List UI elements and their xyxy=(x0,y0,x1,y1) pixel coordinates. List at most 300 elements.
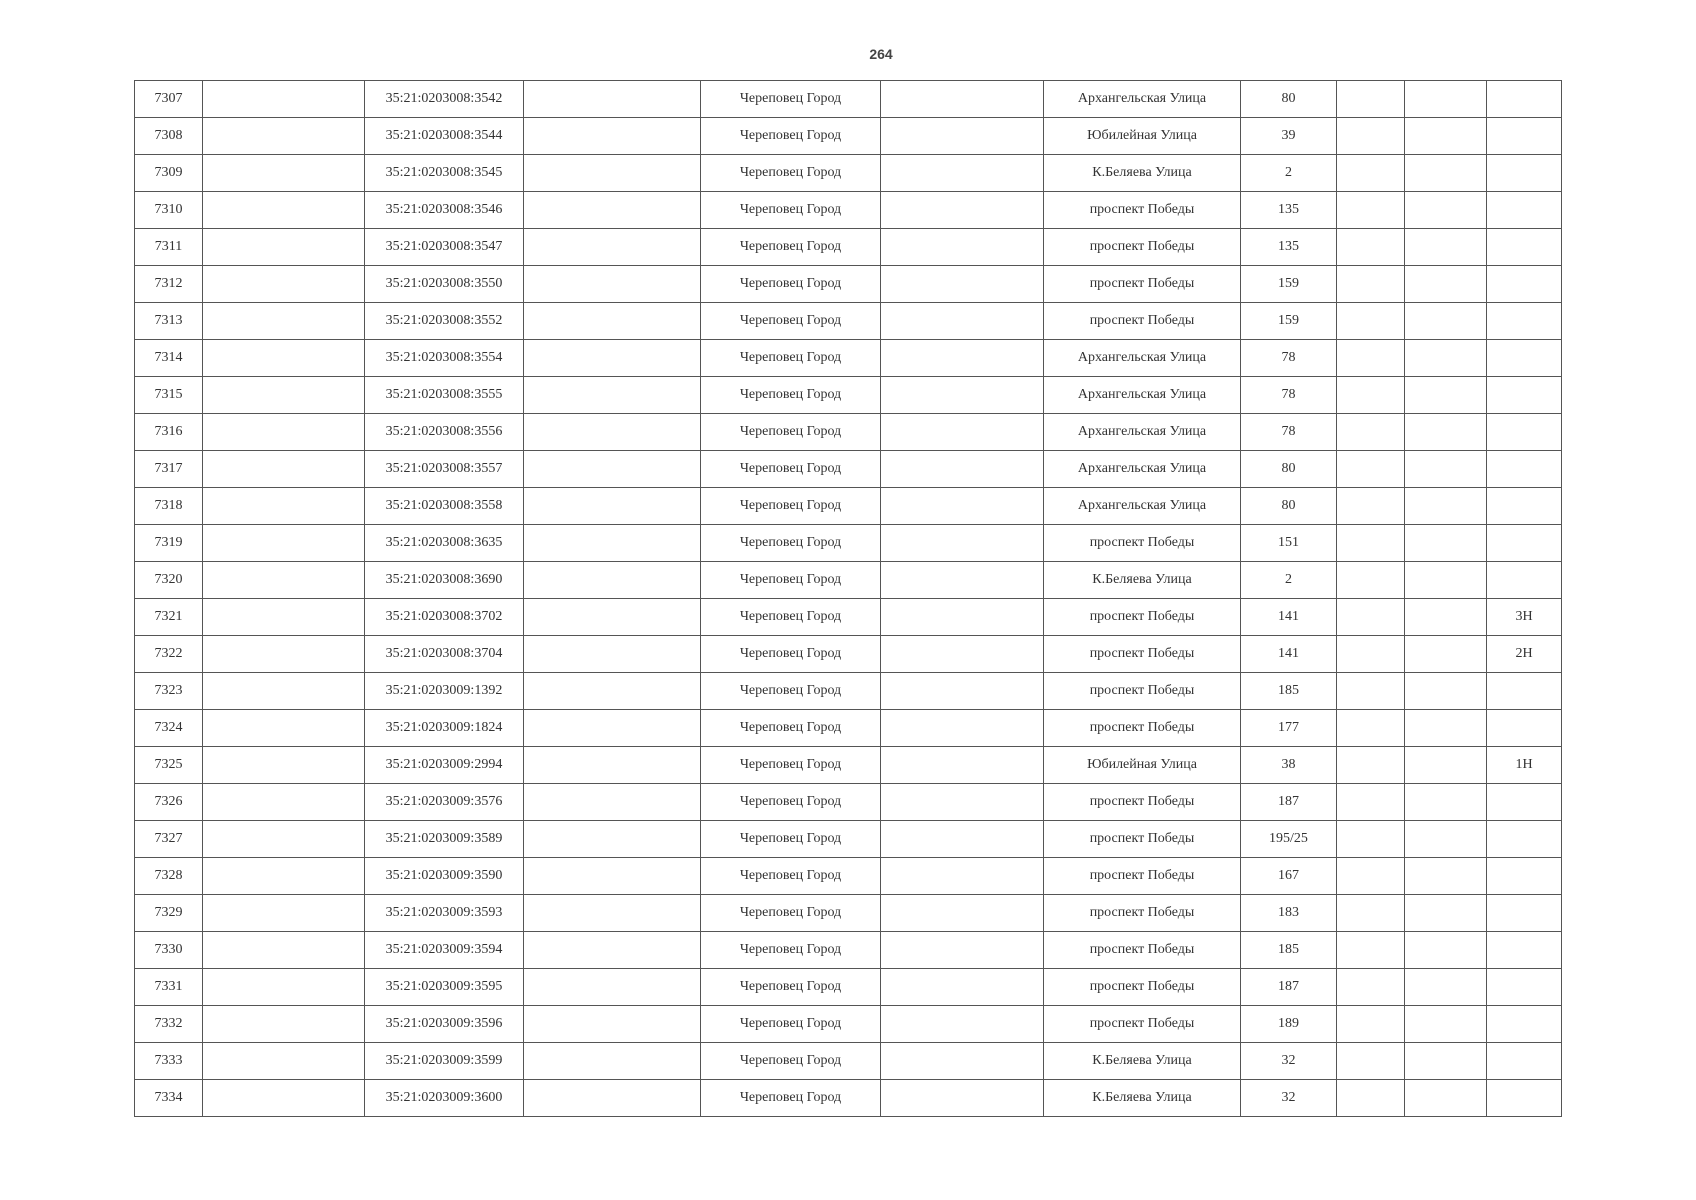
empty-cell xyxy=(1405,636,1487,673)
empty-cell xyxy=(203,192,365,229)
street-cell: Архангельская Улица xyxy=(1044,340,1241,377)
table-row xyxy=(135,229,1562,266)
empty-cell xyxy=(1405,1006,1487,1043)
empty-cell xyxy=(524,636,701,673)
cadastral-number-cell: 35:21:0203008:3635 xyxy=(365,525,524,562)
city-cell: Череповец Город xyxy=(701,340,881,377)
empty-cell xyxy=(524,229,701,266)
street-cell: проспект Победы xyxy=(1044,636,1241,673)
empty-cell xyxy=(203,969,365,1006)
empty-cell xyxy=(881,118,1044,155)
street-cell: Архангельская Улица xyxy=(1044,377,1241,414)
premises-cell: 2Н xyxy=(1487,636,1562,673)
table-row xyxy=(135,969,1562,1006)
empty-cell xyxy=(881,451,1044,488)
table-row xyxy=(135,1080,1562,1117)
empty-cell xyxy=(1405,192,1487,229)
city-cell: Череповец Город xyxy=(701,525,881,562)
premises-cell xyxy=(1487,1043,1562,1080)
table-row xyxy=(135,81,1562,118)
empty-cell xyxy=(524,488,701,525)
empty-cell xyxy=(881,747,1044,784)
table-row xyxy=(135,525,1562,562)
table-row xyxy=(135,710,1562,747)
empty-cell xyxy=(1405,932,1487,969)
cadastral-number-cell: 35:21:0203008:3555 xyxy=(365,377,524,414)
empty-cell xyxy=(524,1006,701,1043)
street-cell: проспект Победы xyxy=(1044,229,1241,266)
empty-cell xyxy=(881,932,1044,969)
row-number-cell: 7307 xyxy=(135,81,203,118)
empty-cell xyxy=(1337,1043,1405,1080)
empty-cell xyxy=(1405,562,1487,599)
empty-cell xyxy=(1405,155,1487,192)
house-number-cell: 39 xyxy=(1241,118,1337,155)
empty-cell xyxy=(524,895,701,932)
empty-cell xyxy=(1337,969,1405,1006)
house-number-cell: 135 xyxy=(1241,192,1337,229)
row-number-cell: 7323 xyxy=(135,673,203,710)
empty-cell xyxy=(1337,81,1405,118)
empty-cell xyxy=(881,525,1044,562)
empty-cell xyxy=(1337,673,1405,710)
empty-cell xyxy=(881,784,1044,821)
house-number-cell: 185 xyxy=(1241,673,1337,710)
empty-cell xyxy=(203,1043,365,1080)
house-number-cell: 177 xyxy=(1241,710,1337,747)
empty-cell xyxy=(1337,266,1405,303)
row-number-cell: 7318 xyxy=(135,488,203,525)
street-cell: Архангельская Улица xyxy=(1044,488,1241,525)
empty-cell xyxy=(203,525,365,562)
cadastral-number-cell: 35:21:0203008:3556 xyxy=(365,414,524,451)
city-cell: Череповец Город xyxy=(701,821,881,858)
empty-cell xyxy=(1405,488,1487,525)
empty-cell xyxy=(1405,266,1487,303)
table-row xyxy=(135,1043,1562,1080)
city-cell: Череповец Город xyxy=(701,81,881,118)
house-number-cell: 185 xyxy=(1241,932,1337,969)
row-number-cell: 7310 xyxy=(135,192,203,229)
cadastral-number-cell: 35:21:0203008:3547 xyxy=(365,229,524,266)
premises-cell xyxy=(1487,969,1562,1006)
street-cell: проспект Победы xyxy=(1044,932,1241,969)
street-cell: К.Беляева Улица xyxy=(1044,1080,1241,1117)
street-cell: К.Беляева Улица xyxy=(1044,1043,1241,1080)
empty-cell xyxy=(203,895,365,932)
empty-cell xyxy=(203,821,365,858)
street-cell: проспект Победы xyxy=(1044,303,1241,340)
empty-cell xyxy=(1337,599,1405,636)
empty-cell xyxy=(524,303,701,340)
empty-cell xyxy=(524,155,701,192)
row-number-cell: 7333 xyxy=(135,1043,203,1080)
cadastral-number-cell: 35:21:0203008:3702 xyxy=(365,599,524,636)
street-cell: Юбилейная Улица xyxy=(1044,118,1241,155)
table-row xyxy=(135,414,1562,451)
empty-cell xyxy=(1337,784,1405,821)
empty-cell xyxy=(1405,414,1487,451)
row-number-cell: 7330 xyxy=(135,932,203,969)
row-number-cell: 7328 xyxy=(135,858,203,895)
empty-cell xyxy=(1337,895,1405,932)
premises-cell xyxy=(1487,562,1562,599)
premises-cell xyxy=(1487,525,1562,562)
premises-cell xyxy=(1487,155,1562,192)
cadastral-number-cell: 35:21:0203008:3704 xyxy=(365,636,524,673)
empty-cell xyxy=(881,858,1044,895)
premises-cell xyxy=(1487,858,1562,895)
premises-cell xyxy=(1487,377,1562,414)
cadastral-number-cell: 35:21:0203009:3596 xyxy=(365,1006,524,1043)
table-row xyxy=(135,895,1562,932)
house-number-cell: 78 xyxy=(1241,414,1337,451)
city-cell: Череповец Город xyxy=(701,451,881,488)
empty-cell xyxy=(881,821,1044,858)
empty-cell xyxy=(1405,784,1487,821)
empty-cell xyxy=(1405,1080,1487,1117)
city-cell: Череповец Город xyxy=(701,599,881,636)
table-row xyxy=(135,118,1562,155)
cadastral-number-cell: 35:21:0203009:3599 xyxy=(365,1043,524,1080)
street-cell: проспект Победы xyxy=(1044,858,1241,895)
table-row xyxy=(135,488,1562,525)
house-number-cell: 135 xyxy=(1241,229,1337,266)
table-row xyxy=(135,155,1562,192)
empty-cell xyxy=(881,192,1044,229)
street-cell: проспект Победы xyxy=(1044,673,1241,710)
city-cell: Череповец Город xyxy=(701,784,881,821)
row-number-cell: 7311 xyxy=(135,229,203,266)
table-row xyxy=(135,599,1562,636)
city-cell: Череповец Город xyxy=(701,969,881,1006)
cadastral-number-cell: 35:21:0203009:1824 xyxy=(365,710,524,747)
empty-cell xyxy=(203,932,365,969)
table-row xyxy=(135,1006,1562,1043)
empty-cell xyxy=(881,1006,1044,1043)
empty-cell xyxy=(881,488,1044,525)
empty-cell xyxy=(1405,340,1487,377)
row-number-cell: 7334 xyxy=(135,1080,203,1117)
house-number-cell: 80 xyxy=(1241,81,1337,118)
premises-cell: 3Н xyxy=(1487,599,1562,636)
house-number-cell: 141 xyxy=(1241,599,1337,636)
empty-cell xyxy=(524,599,701,636)
empty-cell xyxy=(1405,821,1487,858)
table-row xyxy=(135,192,1562,229)
empty-cell xyxy=(1405,81,1487,118)
empty-cell xyxy=(1337,710,1405,747)
house-number-cell: 183 xyxy=(1241,895,1337,932)
table-row xyxy=(135,636,1562,673)
premises-cell xyxy=(1487,673,1562,710)
empty-cell xyxy=(1405,525,1487,562)
house-number-cell: 2 xyxy=(1241,562,1337,599)
empty-cell xyxy=(1405,599,1487,636)
empty-cell xyxy=(1337,562,1405,599)
empty-cell xyxy=(881,636,1044,673)
empty-cell xyxy=(203,303,365,340)
table-row xyxy=(135,932,1562,969)
empty-cell xyxy=(524,858,701,895)
empty-cell xyxy=(881,377,1044,414)
cadastral-number-cell: 35:21:0203009:3590 xyxy=(365,858,524,895)
house-number-cell: 159 xyxy=(1241,303,1337,340)
table-row xyxy=(135,747,1562,784)
house-number-cell: 32 xyxy=(1241,1080,1337,1117)
street-cell: К.Беляева Улица xyxy=(1044,155,1241,192)
city-cell: Череповец Город xyxy=(701,1080,881,1117)
premises-cell xyxy=(1487,229,1562,266)
empty-cell xyxy=(203,377,365,414)
empty-cell xyxy=(524,969,701,1006)
empty-cell xyxy=(524,451,701,488)
cadastral-number-cell: 35:21:0203008:3552 xyxy=(365,303,524,340)
empty-cell xyxy=(881,155,1044,192)
house-number-cell: 189 xyxy=(1241,1006,1337,1043)
empty-cell xyxy=(203,636,365,673)
table-row xyxy=(135,377,1562,414)
empty-cell xyxy=(524,747,701,784)
street-cell: проспект Победы xyxy=(1044,895,1241,932)
street-cell: проспект Победы xyxy=(1044,266,1241,303)
premises-cell xyxy=(1487,895,1562,932)
city-cell: Череповец Город xyxy=(701,636,881,673)
table-row xyxy=(135,562,1562,599)
street-cell: проспект Победы xyxy=(1044,821,1241,858)
table-row xyxy=(135,858,1562,895)
premises-cell xyxy=(1487,710,1562,747)
empty-cell xyxy=(203,858,365,895)
city-cell: Череповец Город xyxy=(701,1006,881,1043)
empty-cell xyxy=(1337,155,1405,192)
empty-cell xyxy=(203,488,365,525)
empty-cell xyxy=(203,673,365,710)
house-number-cell: 2 xyxy=(1241,155,1337,192)
house-number-cell: 159 xyxy=(1241,266,1337,303)
empty-cell xyxy=(203,747,365,784)
house-number-cell: 80 xyxy=(1241,451,1337,488)
house-number-cell: 195/25 xyxy=(1241,821,1337,858)
premises-cell xyxy=(1487,340,1562,377)
cadastral-number-cell: 35:21:0203008:3558 xyxy=(365,488,524,525)
empty-cell xyxy=(1337,303,1405,340)
street-cell: проспект Победы xyxy=(1044,525,1241,562)
empty-cell xyxy=(203,599,365,636)
empty-cell xyxy=(1337,747,1405,784)
row-number-cell: 7331 xyxy=(135,969,203,1006)
premises-cell xyxy=(1487,414,1562,451)
city-cell: Череповец Город xyxy=(701,303,881,340)
empty-cell xyxy=(1405,673,1487,710)
cadastral-number-cell: 35:21:0203009:3593 xyxy=(365,895,524,932)
table-row xyxy=(135,673,1562,710)
house-number-cell: 80 xyxy=(1241,488,1337,525)
house-number-cell: 187 xyxy=(1241,969,1337,1006)
empty-cell xyxy=(203,266,365,303)
empty-cell xyxy=(881,229,1044,266)
premises-cell xyxy=(1487,451,1562,488)
empty-cell xyxy=(203,1006,365,1043)
house-number-cell: 78 xyxy=(1241,340,1337,377)
city-cell: Череповец Город xyxy=(701,895,881,932)
empty-cell xyxy=(203,710,365,747)
empty-cell xyxy=(881,1043,1044,1080)
empty-cell xyxy=(1337,192,1405,229)
street-cell: Архангельская Улица xyxy=(1044,81,1241,118)
empty-cell xyxy=(524,1043,701,1080)
empty-cell xyxy=(1337,1080,1405,1117)
row-number-cell: 7321 xyxy=(135,599,203,636)
row-number-cell: 7326 xyxy=(135,784,203,821)
city-cell: Череповец Город xyxy=(701,673,881,710)
house-number-cell: 187 xyxy=(1241,784,1337,821)
row-number-cell: 7316 xyxy=(135,414,203,451)
empty-cell xyxy=(881,340,1044,377)
empty-cell xyxy=(524,821,701,858)
empty-cell xyxy=(524,710,701,747)
empty-cell xyxy=(881,414,1044,451)
premises-cell xyxy=(1487,81,1562,118)
empty-cell xyxy=(524,784,701,821)
row-number-cell: 7325 xyxy=(135,747,203,784)
cadastral-number-cell: 35:21:0203009:3589 xyxy=(365,821,524,858)
empty-cell xyxy=(203,118,365,155)
table-row xyxy=(135,303,1562,340)
row-number-cell: 7309 xyxy=(135,155,203,192)
empty-cell xyxy=(1337,451,1405,488)
empty-cell xyxy=(524,673,701,710)
empty-cell xyxy=(1337,636,1405,673)
registry-table xyxy=(134,80,1562,1117)
city-cell: Череповец Город xyxy=(701,710,881,747)
city-cell: Череповец Город xyxy=(701,266,881,303)
empty-cell xyxy=(881,673,1044,710)
empty-cell xyxy=(203,784,365,821)
city-cell: Череповец Город xyxy=(701,1043,881,1080)
street-cell: проспект Победы xyxy=(1044,784,1241,821)
city-cell: Череповец Город xyxy=(701,414,881,451)
empty-cell xyxy=(1337,932,1405,969)
empty-cell xyxy=(524,192,701,229)
empty-cell xyxy=(1337,821,1405,858)
street-cell: проспект Победы xyxy=(1044,710,1241,747)
premises-cell xyxy=(1487,821,1562,858)
row-number-cell: 7332 xyxy=(135,1006,203,1043)
empty-cell xyxy=(881,1080,1044,1117)
city-cell: Череповец Город xyxy=(701,858,881,895)
premises-cell xyxy=(1487,1080,1562,1117)
empty-cell xyxy=(1337,525,1405,562)
empty-cell xyxy=(524,414,701,451)
cadastral-number-cell: 35:21:0203009:1392 xyxy=(365,673,524,710)
city-cell: Череповец Город xyxy=(701,932,881,969)
street-cell: Юбилейная Улица xyxy=(1044,747,1241,784)
street-cell: Архангельская Улица xyxy=(1044,414,1241,451)
street-cell: проспект Победы xyxy=(1044,599,1241,636)
empty-cell xyxy=(203,1080,365,1117)
empty-cell xyxy=(1405,303,1487,340)
premises-cell xyxy=(1487,303,1562,340)
city-cell: Череповец Город xyxy=(701,229,881,266)
cadastral-number-cell: 35:21:0203008:3554 xyxy=(365,340,524,377)
empty-cell xyxy=(881,599,1044,636)
table-row xyxy=(135,451,1562,488)
row-number-cell: 7320 xyxy=(135,562,203,599)
page-number: 264 xyxy=(869,46,893,62)
street-cell: проспект Победы xyxy=(1044,969,1241,1006)
empty-cell xyxy=(881,81,1044,118)
empty-cell xyxy=(1405,747,1487,784)
empty-cell xyxy=(1405,451,1487,488)
empty-cell xyxy=(203,340,365,377)
city-cell: Череповец Город xyxy=(701,562,881,599)
street-cell: проспект Победы xyxy=(1044,1006,1241,1043)
row-number-cell: 7313 xyxy=(135,303,203,340)
cadastral-number-cell: 35:21:0203009:3594 xyxy=(365,932,524,969)
house-number-cell: 151 xyxy=(1241,525,1337,562)
empty-cell xyxy=(203,414,365,451)
empty-cell xyxy=(1337,340,1405,377)
city-cell: Череповец Город xyxy=(701,377,881,414)
row-number-cell: 7308 xyxy=(135,118,203,155)
cadastral-number-cell: 35:21:0203008:3544 xyxy=(365,118,524,155)
empty-cell xyxy=(203,155,365,192)
empty-cell xyxy=(1337,229,1405,266)
empty-cell xyxy=(1405,229,1487,266)
street-cell: Архангельская Улица xyxy=(1044,451,1241,488)
premises-cell xyxy=(1487,118,1562,155)
table-row xyxy=(135,340,1562,377)
empty-cell xyxy=(524,377,701,414)
cadastral-number-cell: 35:21:0203009:3600 xyxy=(365,1080,524,1117)
cadastral-number-cell: 35:21:0203008:3545 xyxy=(365,155,524,192)
registry-table-body xyxy=(135,81,1562,1117)
empty-cell xyxy=(1405,377,1487,414)
empty-cell xyxy=(203,451,365,488)
empty-cell xyxy=(1405,710,1487,747)
house-number-cell: 141 xyxy=(1241,636,1337,673)
empty-cell xyxy=(1405,895,1487,932)
street-cell: проспект Победы xyxy=(1044,192,1241,229)
city-cell: Череповец Город xyxy=(701,118,881,155)
empty-cell xyxy=(881,969,1044,1006)
empty-cell xyxy=(524,340,701,377)
empty-cell xyxy=(881,562,1044,599)
empty-cell xyxy=(524,932,701,969)
empty-cell xyxy=(1405,1043,1487,1080)
house-number-cell: 78 xyxy=(1241,377,1337,414)
empty-cell xyxy=(1337,377,1405,414)
empty-cell xyxy=(524,266,701,303)
table-row xyxy=(135,266,1562,303)
empty-cell xyxy=(1405,969,1487,1006)
street-cell: К.Беляева Улица xyxy=(1044,562,1241,599)
row-number-cell: 7322 xyxy=(135,636,203,673)
premises-cell xyxy=(1487,488,1562,525)
empty-cell xyxy=(881,303,1044,340)
city-cell: Череповец Город xyxy=(701,192,881,229)
row-number-cell: 7315 xyxy=(135,377,203,414)
premises-cell xyxy=(1487,266,1562,303)
cadastral-number-cell: 35:21:0203009:3595 xyxy=(365,969,524,1006)
cadastral-number-cell: 35:21:0203008:3557 xyxy=(365,451,524,488)
house-number-cell: 32 xyxy=(1241,1043,1337,1080)
premises-cell xyxy=(1487,1006,1562,1043)
empty-cell xyxy=(881,266,1044,303)
empty-cell xyxy=(524,1080,701,1117)
city-cell: Череповец Город xyxy=(701,747,881,784)
